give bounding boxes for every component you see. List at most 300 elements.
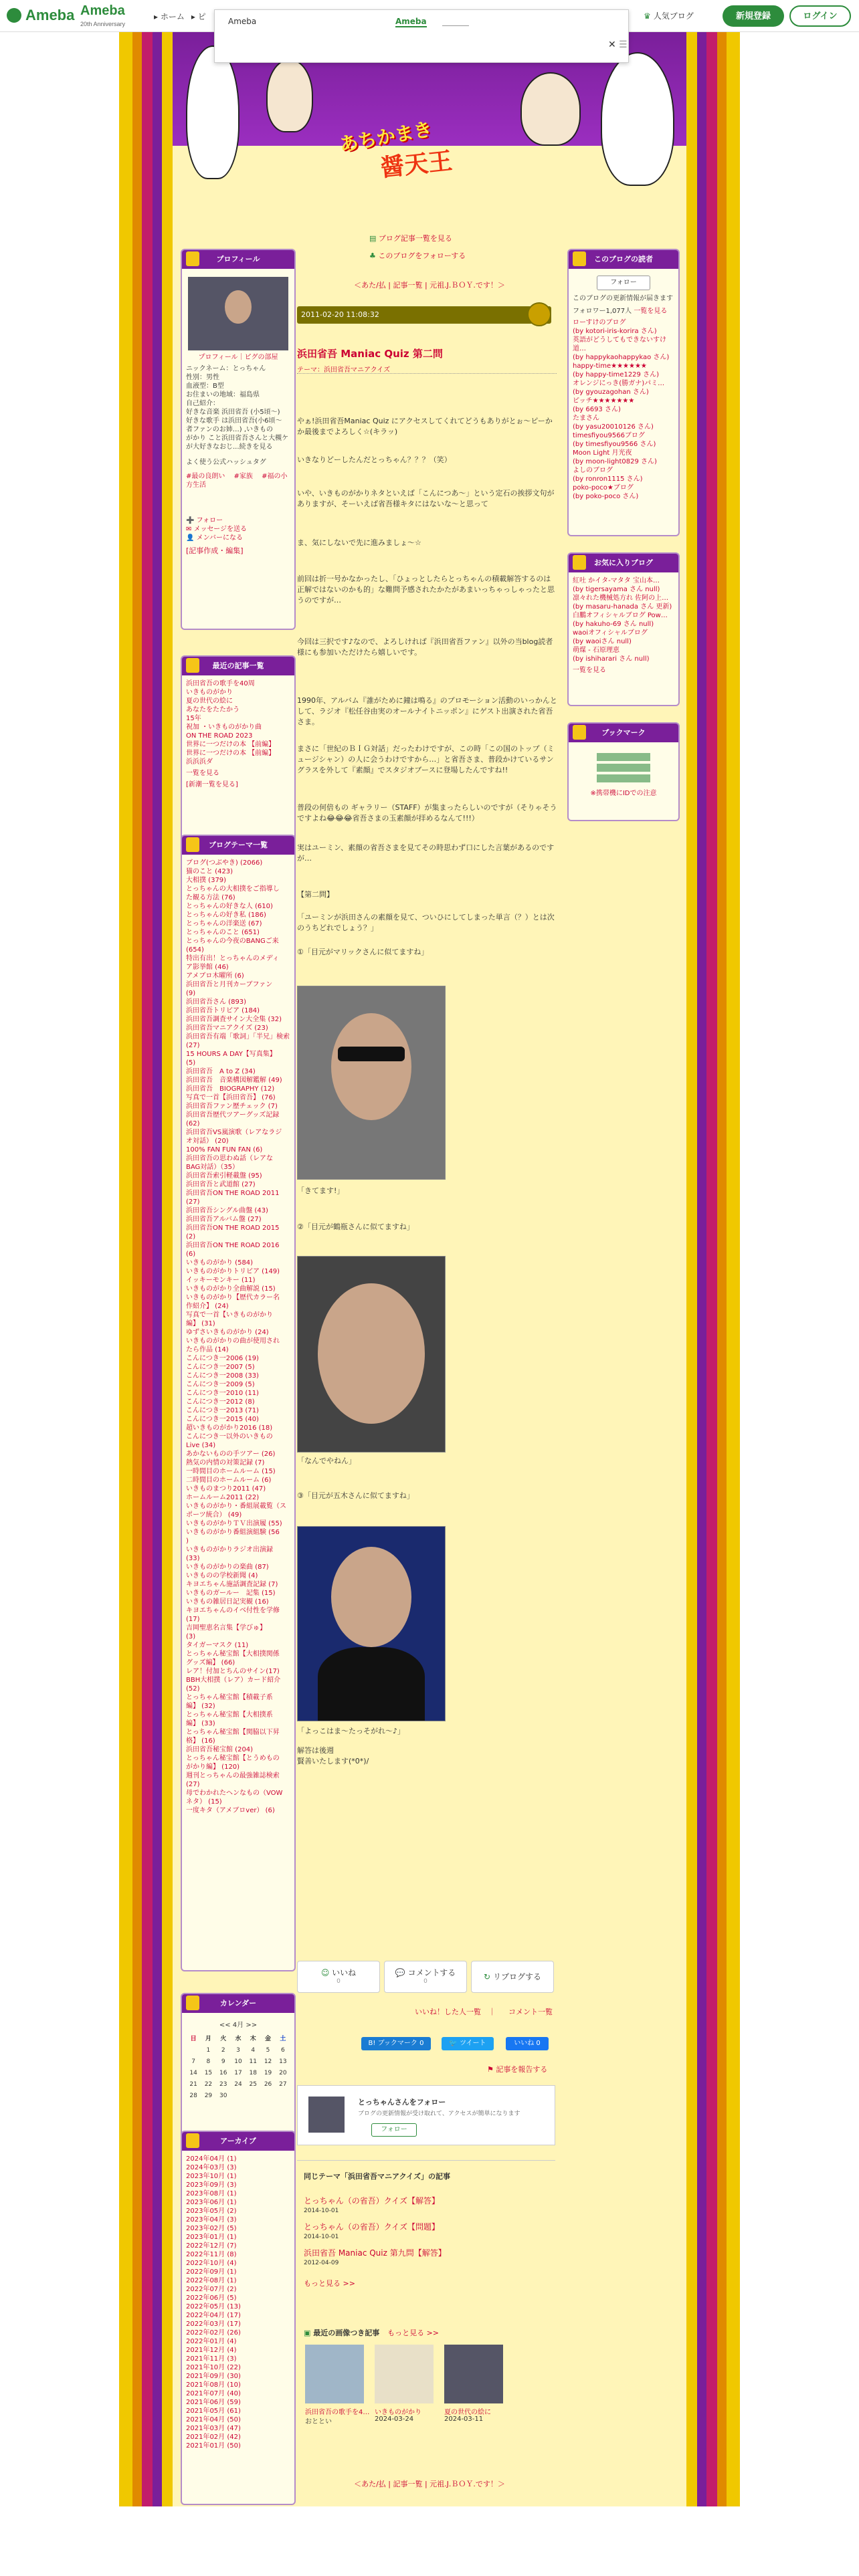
theme-link[interactable]: (33) (186, 1555, 200, 1562)
theme-link[interactable]: とっちゃんのこと (651) (186, 929, 260, 936)
theme-link[interactable]: とっちゃんの好き私 (186) (186, 911, 266, 919)
follow-blog-link[interactable] (369, 250, 466, 261)
reader-item[interactable]: (by yasu20010126 さん) (573, 423, 654, 431)
calendar-day (276, 2090, 290, 2102)
archive-link[interactable]: 2022年05月 (13) (186, 2303, 241, 2311)
calendar-day[interactable]: 23 (219, 2081, 227, 2088)
menu-icon[interactable]: ☰ (619, 39, 628, 50)
entry-theme[interactable]: テーマ：浜田省吾マニアクイズ (297, 366, 391, 374)
entry-paragraph: ②「目元が鶴瓶さんに似てますね」 (297, 1222, 414, 1231)
recent-more-link[interactable]: 一覧を見る (186, 770, 219, 777)
calendar-day[interactable]: 3 (236, 2047, 240, 2054)
reader-item[interactable]: (by happykaohappykao さん) (573, 354, 670, 361)
nav-pigg[interactable]: ▸ ピ (191, 12, 206, 21)
favorite-blog-link[interactable]: waoiオフィシャルブログ (573, 629, 648, 637)
reader-item[interactable]: オレンジにっき(勝ガナ)パミ… (573, 380, 665, 387)
recent-image-title[interactable]: 夏の世代の絵に (444, 2409, 491, 2416)
archive-link[interactable]: 2022年10月 (4) (186, 2260, 237, 2267)
calendar-day[interactable]: 8 (206, 2058, 211, 2065)
calendar-day[interactable]: 9 (221, 2058, 225, 2065)
theme-link[interactable]: とっちゃんの好きな人 (610) (186, 903, 273, 910)
favorite-blog-link[interactable]: 萌煤 - 石原理恵 (573, 647, 619, 654)
theme-link[interactable]: (9) (186, 990, 196, 997)
theme-link[interactable]: いきものがかり・番組展載覧（ス (186, 1503, 286, 1510)
ameba-logo[interactable] (7, 7, 74, 24)
calendar-day[interactable]: 5 (266, 2047, 270, 2054)
login-button[interactable]: ログイン (789, 5, 851, 27)
recent-article-link[interactable]: あなたをたたかう (186, 706, 240, 714)
theme-link[interactable]: いきものの学校新聞 (4) (186, 1572, 258, 1580)
calendar-day[interactable]: 13 (279, 2058, 287, 2065)
theme-link[interactable]: 浜田省吾シングル曲盤 (43) (186, 1207, 268, 1214)
calendar-day (246, 2090, 260, 2102)
theme-link[interactable]: 浜田省吾 音楽構図解鑑解 (49) (186, 1077, 282, 1084)
recent-images-more[interactable]: もっと見る >> (387, 2329, 440, 2337)
theme-link[interactable]: レア！付加とちんのサイン(17) (186, 1668, 280, 1675)
theme-link[interactable]: 一時間目のホームルーム (15) (186, 1468, 276, 1475)
theme-link[interactable]: いきものがかり (584) (186, 1259, 254, 1267)
blog-list-link[interactable] (369, 233, 452, 243)
comment-count: 0 (423, 1978, 427, 1985)
hatena-bookmark-button[interactable] (361, 2037, 431, 2050)
calendar-table (186, 2034, 290, 2102)
calendar-day[interactable]: 29 (204, 2092, 213, 2099)
theme-link[interactable]: (52) (186, 1685, 200, 1693)
profile-pigg-link[interactable]: プロフィール｜ピグの部屋 (198, 354, 278, 361)
archive-link[interactable]: 2022年01月 (4) (186, 2338, 237, 2345)
theme-link[interactable]: がかり編】 (120) (186, 1763, 240, 1771)
theme-link[interactable]: 母でわかれたヘンなもの（VOW (186, 1790, 283, 1797)
theme-link[interactable]: たら作品 (14) (186, 1346, 229, 1354)
theme-link[interactable]: 浜田省吾と月刊カーブファン (186, 981, 273, 988)
edit-article-link[interactable]: [記事作成・編集] (186, 546, 244, 555)
archive-link[interactable]: 2021年04月 (50) (186, 2416, 241, 2424)
comment-button[interactable] (384, 1961, 467, 1993)
recent-image-thumb[interactable] (305, 2345, 364, 2403)
entry-paragraph: やぁ!浜田省吾Maniac Quiz にアクセスしてくれてどうもありがとぉ〜ピーかか最後までよろしく☆(キラッ) (297, 417, 553, 436)
calendar-day[interactable]: 19 (264, 2070, 272, 2076)
photo-mr-marick[interactable] (297, 986, 446, 1180)
favorite-blog-link[interactable]: (by hakuho-69 さん null) (573, 621, 654, 628)
archive-link[interactable]: 2023年08月 (1) (186, 2190, 237, 2197)
archive-link[interactable]: 2023年10月 (1) (186, 2173, 237, 2180)
like-button[interactable] (297, 1961, 380, 1993)
theme-link[interactable]: ポーツ統合） (49) (186, 1511, 242, 1519)
theme-list-heading (182, 836, 294, 855)
reader-item[interactable]: (by happy-time1229 さん) (573, 371, 659, 379)
recent-article-link[interactable]: ON THE ROAD 2023 (186, 732, 253, 740)
facebook-like-button[interactable] (506, 2037, 549, 2050)
reader-item[interactable]: poko-poco★ブログ (573, 484, 634, 492)
theme-link[interactable]: た観る方法 (76) (186, 894, 235, 901)
recent-image-date: 2024-03-24 (375, 2416, 414, 2423)
sunglasses-shape (338, 1047, 405, 1061)
theme-link[interactable]: 浜田省吾 BIOGRAPHY (12) (186, 1085, 275, 1093)
tweet-button[interactable]: 🐦 ツイート (442, 2037, 494, 2050)
bg-stripe (697, 32, 706, 2506)
theme-link[interactable]: 浜田省吾歴代ツアーグッズ記録 (186, 1111, 280, 1119)
nav-home[interactable]: ▸ ホーム (154, 12, 185, 21)
theme-link[interactable]: 浜田省吾ON THE ROAD 2011 (186, 1190, 280, 1197)
archive-link[interactable]: 2021年09月 (30) (186, 2373, 241, 2380)
theme-link[interactable]: BBH大相撲（レア）カード紹介 (186, 1677, 281, 1684)
theme-link[interactable]: オ対話） (20) (186, 1138, 229, 1145)
entry-paragraph: 「きてます!」 (297, 1186, 345, 1195)
popular-blog-link[interactable] (644, 10, 694, 21)
theme-link[interactable]: ホームルーム2011 (22) (186, 1494, 260, 1501)
profile-details (186, 364, 290, 451)
archive-link[interactable]: 2022年09月 (1) (186, 2268, 237, 2276)
theme-link[interactable]: いきものがかり全曲解説 (15) (186, 1285, 276, 1293)
calendar-weekday: 火 (220, 2036, 227, 2042)
calendar-day[interactable]: 27 (279, 2081, 287, 2088)
archive-link[interactable]: 2022年06月 (5) (186, 2294, 237, 2302)
theme-link[interactable]: 浜田省吾ON THE ROAD 2015 (186, 1224, 280, 1232)
theme-link[interactable]: (5) (186, 1059, 196, 1067)
theme-link[interactable]: とっちゃんの今夜のBANGご来 (186, 938, 279, 945)
same-theme-article-link[interactable]: 浜田省吾 Maniac Quiz 第九問【解答】 (304, 2248, 446, 2258)
theme-link[interactable]: 編】 (31) (186, 1320, 215, 1327)
recent-image-title[interactable]: いきものがかり (375, 2409, 421, 2416)
reblog-button[interactable] (471, 1961, 554, 1993)
theme-link[interactable]: (654) (186, 946, 204, 954)
theme-link[interactable]: あかないものの手ツアー (26) (186, 1451, 276, 1458)
favorites-more[interactable]: 一覧を見る (573, 667, 606, 674)
theme-link[interactable]: 15 HOURS A DAY【写真集】 (186, 1051, 276, 1058)
article-nav-top[interactable]: ＜あた/払 | 記事一覧 | 元祖.J.ＢＯＹ.です！＞ (354, 281, 505, 290)
theme-link[interactable]: いきものがかりＴＶ出演履 (55) (186, 1520, 282, 1527)
reader-list-link[interactable]: 一覧を見る (634, 308, 668, 315)
theme-link[interactable]: 浜田省吾索引軽載盤 (95) (186, 1172, 262, 1180)
calendar-day[interactable]: 14 (189, 2070, 197, 2076)
theme-link[interactable]: 浜田省吾と武道館 (27) (186, 1181, 256, 1188)
recent-image-thumb[interactable] (375, 2345, 434, 2403)
theme-link[interactable]: ア影挙館 (46) (186, 964, 229, 971)
calendar-day[interactable]: 10 (234, 2058, 242, 2065)
theme-link[interactable]: 浜田省吾マニアクイズ (23) (186, 1025, 268, 1032)
archive-link[interactable]: 2021年11月 (3) (186, 2355, 237, 2363)
recent-article-link[interactable]: いきものがかり (186, 689, 233, 696)
recent-article-link[interactable]: 浜田省吾の歌手を40周 (186, 680, 255, 687)
follow-card-button[interactable]: フォロー (371, 2123, 417, 2137)
reader-item[interactable]: timesfiyou9566ブログ (573, 432, 645, 439)
recent-more-link[interactable]: [新潮一覧を見る] (186, 781, 238, 788)
theme-link[interactable]: こんにつき一2008 (33) (186, 1372, 259, 1380)
archive-link[interactable]: 2021年05月 (61) (186, 2407, 241, 2415)
calendar-day[interactable]: 16 (219, 2070, 227, 2076)
theme-link[interactable]: 猫のこと (423) (186, 868, 233, 875)
theme-link[interactable]: 浜田省吾トリビア (184) (186, 1007, 260, 1014)
calendar-day[interactable]: 12 (264, 2058, 272, 2065)
crown-icon (186, 1996, 199, 2010)
archive-link[interactable]: 2024年04月 (1) (186, 2155, 237, 2163)
reader-item[interactable]: ピッチ★★★★★★★ (573, 397, 635, 405)
calendar-day[interactable]: 18 (249, 2070, 257, 2076)
archive-link[interactable]: 2021年02月 (42) (186, 2434, 241, 2441)
theme-link[interactable]: こんにつき一2015 (40) (186, 1416, 259, 1423)
theme-link[interactable]: 浜田省吾調査サイン大全集 (32) (186, 1016, 282, 1023)
theme-link[interactable]: とっちゃん秘宝館【積載子系 (186, 1694, 273, 1701)
theme-link[interactable]: とっちゃん秘宝館【大相撲系 (186, 1711, 273, 1719)
archive-link[interactable]: 2022年04月 (17) (186, 2312, 241, 2319)
archive-link[interactable]: 2022年03月 (17) (186, 2321, 241, 2328)
entry-paragraph: 1990年、アルバム『誰がために鐘は鳴る』のプロモーション活動のいっかんとして、ラジオ『松任谷由実のオールナイトニッポン』にゲスト出演された省吾さま。 (297, 696, 557, 726)
theme-link[interactable]: いきものがかり【歴代カラー名 (186, 1294, 280, 1301)
calendar-day[interactable]: 22 (204, 2081, 213, 2088)
recent-article-link[interactable]: 15年 (186, 715, 201, 722)
reader-item[interactable]: 英語がどうしてもできないすけ道… (573, 336, 666, 352)
theme-link[interactable]: 編】 (33) (186, 1720, 215, 1727)
reader-item[interactable]: よしのブログ (573, 467, 613, 474)
theme-link[interactable]: 写真で一首【いきものがかり (186, 1311, 273, 1319)
theme-link[interactable]: いきものまつり2011 (47) (186, 1485, 266, 1493)
favorite-blog-link[interactable]: (by waoiさん null) (573, 638, 632, 645)
photo-face (318, 1283, 425, 1424)
theme-link[interactable]: 浜田省吾ON THE ROAD 2016 (186, 1242, 280, 1249)
calendar-day[interactable]: 11 (249, 2058, 257, 2065)
calendar-day[interactable]: 20 (279, 2070, 287, 2076)
theme-link[interactable]: 浜田省吾ファン歴チェック (7) (186, 1103, 278, 1110)
reader-item[interactable]: happy-time★★★★★★ (573, 362, 647, 370)
calendar-day[interactable]: 26 (264, 2081, 272, 2088)
member-link[interactable]: 👤 メンバーになる (186, 534, 243, 542)
theme-link[interactable]: ゆずさいきものがかり (24) (186, 1329, 269, 1336)
archive-link[interactable]: 2022年12月 (7) (186, 2242, 237, 2250)
bookmark-banner[interactable] (597, 764, 650, 772)
recent-article-link[interactable]: 夏の世代の絵に (186, 697, 233, 705)
entry-paragraph: ①「目元がマリックさんに似てますね」 (297, 948, 429, 956)
recent-article-link[interactable]: 世界に一つだけの本 【前編】 (186, 750, 276, 757)
entry-title[interactable]: 浜田省吾 Maniac Quiz 第二問 (297, 348, 443, 360)
theme-link[interactable]: いきものがかりの楽曲 (87) (186, 1564, 269, 1571)
theme-link[interactable]: 特出有出！とっちゃんのメディ (186, 955, 279, 962)
recent-article-link[interactable]: 浜浜浜ダ (186, 758, 213, 766)
theme-link[interactable]: 浜田省吾の思わぬ話（レアな (186, 1155, 273, 1162)
calendar-day[interactable]: 24 (234, 2081, 242, 2088)
theme-link[interactable]: こんにつき一2006 (19) (186, 1355, 259, 1362)
same-theme-more[interactable]: もっと見る >> (304, 2279, 355, 2288)
calendar-day[interactable]: 28 (189, 2092, 197, 2099)
theme-link[interactable]: (27) (186, 1781, 200, 1788)
recent-article-link[interactable]: 祝加 ・いきものがかり曲 (186, 724, 262, 731)
archive-link[interactable]: 2023年09月 (3) (186, 2181, 237, 2189)
close-icon[interactable]: ✕ (608, 39, 616, 50)
theme-link[interactable]: 浜田省吾 A to Z (34) (186, 1068, 256, 1075)
follow-link[interactable]: ➕ フォロー (186, 517, 223, 524)
recent-image-title[interactable]: 浜田省吾の歌手を4… (305, 2409, 370, 2416)
reader-item[interactable]: たまさん (573, 415, 599, 422)
theme-link[interactable]: いきもの雑居日記実観 (16) (186, 1598, 269, 1606)
reader-item[interactable]: (by kotori-iris-korira さん) (573, 328, 657, 335)
blog-title: あちかまき (337, 118, 434, 156)
theme-link[interactable]: とっちゃんの大相撲をご指導し (186, 885, 280, 893)
reader-item[interactable]: (by moon-light0829 さん) (573, 458, 657, 465)
same-theme-article-date: 2014-10-01 (304, 2234, 339, 2240)
theme-link[interactable]: いきものがかりトリビア (149) (186, 1268, 280, 1275)
theme-link[interactable]: アメブロ木曜所 (6) (186, 972, 244, 980)
reader-item[interactable]: Moon Light 月光夜 (573, 449, 632, 457)
theme-link[interactable]: 熱気の内情の対策記録 (7) (186, 1459, 265, 1467)
list-icon: ▤ (369, 234, 377, 243)
archive-link[interactable]: 2023年01月 (1) (186, 2234, 237, 2241)
reader-item[interactable]: (by gyouzagohan さん) (573, 389, 649, 396)
theme-link[interactable]: いきものがかり番組演組験 (56 (186, 1529, 280, 1536)
reader-item[interactable]: (by 6693 さん) (573, 406, 621, 413)
theme-link[interactable]: (6) (186, 1251, 196, 1258)
theme-link[interactable]: (3) (186, 1633, 196, 1640)
hashtag-links[interactable]: #最の良朗い #家族 #福の小方生活 (186, 473, 288, 489)
theme-link[interactable]: ブログ(つぶやき) (2066) (186, 859, 263, 867)
archive-link[interactable]: 2021年06月 (59) (186, 2399, 241, 2406)
calendar-month-nav[interactable]: << 4月 >> (219, 2022, 258, 2029)
article-nav-bottom[interactable]: ＜あた/払 | 記事一覧 | 元祖.J.ＢＯＹ.です！＞ (354, 2480, 505, 2488)
theme-link[interactable]: 浜田省吾秘宝館 (204) (186, 1746, 254, 1753)
archive-link[interactable]: 2021年10月 (22) (186, 2364, 241, 2371)
theme-link[interactable]: 二時間目のホームルーム (6) (186, 1477, 272, 1484)
liked-people-link[interactable]: いいね！した人一覧 (415, 2008, 481, 2016)
archive-link[interactable]: 2021年03月 (47) (186, 2425, 241, 2432)
theme-link[interactable]: 作紹介】 (24) (186, 1303, 229, 1310)
recent-image-thumb[interactable] (444, 2345, 503, 2403)
bookmark-banner[interactable] (597, 753, 650, 761)
archive-link[interactable]: 2022年07月 (2) (186, 2286, 237, 2293)
report-link[interactable] (487, 2064, 547, 2074)
theme-link[interactable]: こんにつき一2009 (5) (186, 1381, 255, 1388)
same-theme-article-link[interactable]: とっちゃん（の省吾）クイズ【解答】 (304, 2196, 440, 2206)
calendar-day[interactable]: 17 (234, 2070, 242, 2076)
favorite-blog-link[interactable]: 白鵬オフィシャルブログ Pow… (573, 612, 668, 619)
archive-link[interactable]: 2024年03月 (3) (186, 2164, 237, 2171)
archive-link[interactable]: 2021年08月 (10) (186, 2381, 241, 2389)
calendar-day[interactable]: 6 (280, 2047, 285, 2054)
calendar-day[interactable]: 21 (189, 2081, 197, 2088)
archive-link[interactable]: 2022年08月 (1) (186, 2277, 237, 2284)
theme-link[interactable]: いきものがかりの曲が使用され (186, 1337, 280, 1345)
theme-link[interactable]: タイガーマスク (11) (186, 1642, 249, 1649)
theme-link[interactable]: こんにつき一以外のいきもの (186, 1433, 273, 1440)
theme-link[interactable]: とっちゃん秘宝館【とうめもの (186, 1755, 280, 1762)
theme-link[interactable]: グッズ編】 (66) (186, 1659, 235, 1667)
avatar[interactable] (188, 277, 288, 350)
theme-link[interactable]: 100% FAN FUN FAN (6) (186, 1146, 263, 1154)
theme-link[interactable]: 格】 (16) (186, 1737, 215, 1745)
calendar-day[interactable]: 1 (206, 2047, 211, 2054)
archive-link[interactable]: 2023年02月 (5) (186, 2225, 237, 2232)
message-link[interactable]: ✉ メッセージを送る (186, 526, 247, 533)
theme-link[interactable]: (27) (186, 1198, 200, 1206)
theme-link[interactable]: とっちゃん秘宝館【関脇以下昇 (186, 1729, 280, 1736)
theme-link[interactable]: いきものガールー 記集 (15) (186, 1590, 276, 1597)
theme-link[interactable]: こんにつき一2013 (71) (186, 1407, 259, 1414)
bookmark-banner[interactable] (597, 774, 650, 782)
calendar-day[interactable]: 15 (204, 2070, 213, 2076)
archive-link[interactable]: 2021年01月 (50) (186, 2442, 241, 2450)
theme-link[interactable]: 浜田省吾さん (893) (186, 998, 247, 1006)
theme-link[interactable]: 大相撲 (379) (186, 877, 227, 884)
calendar-day[interactable]: 30 (219, 2092, 227, 2099)
reader-item[interactable]: ローすけのブログ (573, 319, 626, 326)
profile-line[interactable]: が大好きなおじ...続きを見る (186, 443, 273, 451)
comment-list-link[interactable]: コメント一覧 (508, 2008, 553, 2016)
archive-link[interactable]: 2023年05月 (2) (186, 2208, 237, 2215)
smile-icon: ☺ (320, 1968, 330, 1977)
theme-link[interactable]: 浜田省吾アルバム盤 (27) (186, 1216, 262, 1223)
theme-link[interactable]: いきものがかりラジオ出演録 (186, 1546, 273, 1553)
theme-link[interactable]: 超いきものがかり2016 (18) (186, 1424, 273, 1432)
theme-link[interactable]: キヨエちゃんのイベ付性を学修 (186, 1607, 280, 1614)
theme-link[interactable]: キヨエちゃん施話調査記録 (7) (186, 1581, 278, 1588)
favorite-blog-link[interactable]: 凛々れた機械処方れ 佐阿の上… (573, 595, 669, 602)
archive-link[interactable]: 2023年04月 (3) (186, 2216, 237, 2224)
theme-link[interactable]: とっちゃん秘宝館【大相撲関係 (186, 1650, 280, 1658)
photo-tsurube[interactable] (297, 1256, 446, 1453)
theme-link[interactable]: Live (34) (186, 1442, 216, 1449)
archive-link[interactable]: 2021年07月 (40) (186, 2390, 241, 2397)
theme-link[interactable]: とっちゃんの洋楽送 (67) (186, 920, 262, 928)
reblog-icon: ↻ (484, 1972, 491, 1981)
archive-link[interactable]: 2022年02月 (26) (186, 2329, 241, 2337)
theme-link[interactable]: こんにつき一2012 (8) (186, 1398, 255, 1406)
bookmark-note[interactable]: ※携帯機にIDでの注意 (590, 790, 657, 797)
archive-link[interactable]: 2021年12月 (4) (186, 2347, 237, 2354)
theme-link[interactable]: イッキーモンキー (11) (186, 1277, 256, 1284)
theme-link[interactable]: (27) (186, 1042, 200, 1049)
theme-link[interactable]: ネタ） (15) (186, 1798, 222, 1806)
favorite-blog-link[interactable]: (by ishiharari さん null) (573, 655, 650, 663)
same-theme-article-link[interactable]: とっちゃん（の省吾）クイズ【問題】 (304, 2222, 440, 2232)
recent-heading-label: 最近の記事一覧 (212, 661, 264, 670)
theme-link[interactable]: こんにつき一2010 (11) (186, 1390, 259, 1397)
calendar-day[interactable]: 2 (221, 2047, 225, 2054)
theme-link[interactable]: 吉岡聖恵名言集【学びゅ】 (186, 1624, 266, 1632)
reader-item[interactable]: (by poko-poco さん) (573, 493, 639, 500)
theme-link[interactable]: BAG対話）（35） (186, 1164, 239, 1171)
theme-link[interactable]: 週刊とっちゃんの最強雑誌検索 (186, 1772, 280, 1780)
recent-article-link[interactable]: 世界に一つだけの本 【前編】 (186, 741, 276, 748)
ameba-logo-icon (7, 8, 21, 23)
calendar-day[interactable]: 4 (251, 2047, 256, 2054)
calendar-day[interactable]: 7 (191, 2058, 195, 2065)
theme-link[interactable]: こんにつき一2007 (5) (186, 1364, 255, 1371)
favorite-blog-link[interactable]: 紅吐 かイタ-マタタ 宝山本… (573, 577, 660, 584)
theme-link[interactable]: 一度キタ（アメブロver） (6) (186, 1807, 275, 1814)
theme-link[interactable]: ) (186, 1537, 189, 1545)
photo-suit (318, 1647, 425, 1721)
calendar-heading (182, 1994, 294, 2013)
archive-link[interactable]: 2022年11月 (8) (186, 2251, 237, 2258)
theme-link[interactable]: 編】 (32) (186, 1703, 215, 1710)
popup-ameba-tab[interactable]: Ameba (395, 17, 427, 26)
archive-link[interactable]: 2023年06月 (1) (186, 2199, 237, 2206)
reader-item[interactable]: (by timesfiyou9566 さん) (573, 441, 656, 448)
reader-item[interactable]: (by ronron1115 さん) (573, 475, 643, 483)
theme-heading-label: ブログテーマ一覧 (209, 841, 268, 849)
favorite-blog-link[interactable]: (by masaru-hanada さん 更新) (573, 603, 672, 611)
theme-link[interactable]: (17) (186, 1616, 200, 1623)
theme-link[interactable]: 浜田省吾VS嵐演歌（レアなラジ (186, 1129, 282, 1136)
theme-link[interactable]: 浜田省吾有端「歌詞」「半兄」検索 (186, 1033, 290, 1041)
theme-link[interactable]: 写真で一首【浜田省吾】 (76) (186, 1094, 276, 1101)
anniversary-logo[interactable] (80, 4, 125, 31)
theme-link[interactable]: (2) (186, 1233, 196, 1241)
theme-link[interactable]: (62) (186, 1120, 200, 1128)
favorite-blog-link[interactable]: (by tigersayama さん null) (573, 586, 660, 593)
photo-itsuki[interactable] (297, 1526, 446, 1721)
reader-follow-button[interactable]: フォロー (597, 276, 650, 290)
calendar-day[interactable]: 25 (249, 2081, 257, 2088)
calendar-weekday: 水 (235, 2036, 242, 2042)
register-button[interactable]: 新規登録 (723, 5, 784, 27)
